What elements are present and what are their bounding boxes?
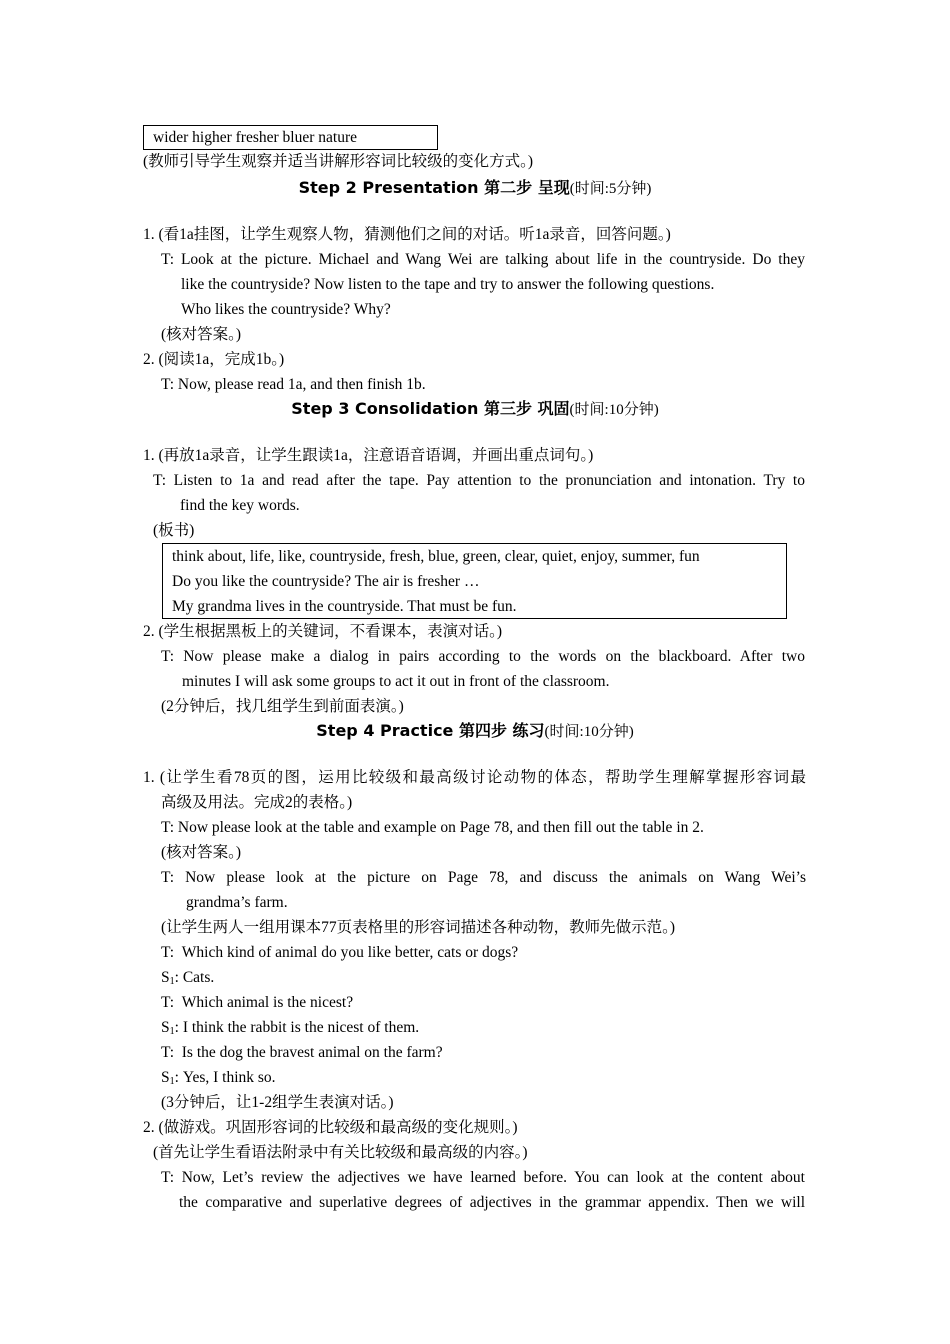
dialog-line	[161, 993, 353, 1013]
dialog-text: I think the rabbit is the nicest of them.	[182, 1019, 420, 1036]
vocabulary-words: wider higher fresher bluer nature	[153, 129, 357, 146]
dialog-line	[161, 943, 518, 963]
step4-check-note: (核对答案。)	[161, 844, 242, 861]
step2-teacher-line3: Who likes the countryside? Why?	[181, 301, 391, 318]
step4-item2-note: (首先让学生看语法附录中有关比较级和最高级的内容。)	[153, 1144, 528, 1161]
step4-teacher-line3: grandma’s farm.	[186, 894, 288, 911]
step3-teacher-line1: T: Listen to 1a and read after the tape. Pay attention to the pronunciation and intonation. Try to	[153, 472, 805, 489]
blackboard-box	[162, 543, 787, 619]
dialog-text: Which kind of animal do you like better, cats or dogs?	[181, 944, 519, 961]
step2-heading	[0, 177, 950, 200]
blackboard-line3: My grandma lives in the countryside. That must be fun.	[172, 598, 517, 615]
step4-time: (时间:10分钟)	[544, 724, 634, 740]
step4-after-note: (3分钟后，让1-2组学生表演对话。)	[161, 1094, 394, 1111]
dialog-line	[161, 1043, 443, 1063]
step4-item1-line1: 1. (让学生看78页的图，运用比较级和最高级讨论动物的体态，帮助学生理解掌握形容词最	[143, 769, 806, 786]
vocabulary-box	[143, 125, 438, 150]
dialog-text: Cats.	[182, 969, 215, 986]
blackboard-label: (板书)	[153, 522, 195, 539]
step3-after-note: (2分钟后，找几组学生到前面表演。)	[161, 698, 404, 715]
dialog-speaker: S	[161, 969, 170, 986]
step2-teacher-line2: like the countryside? Now listen to the tape and try to answer the following questions.	[181, 276, 715, 293]
step3-item2: 2. (学生根据黑板上的关键词，不看课本，表演对话。)	[143, 623, 503, 640]
dialog-speaker: T:	[161, 944, 175, 961]
step4-teacher-line1: T: Now please look at the table and example on Page 78, and then fill out the table in 2.	[161, 819, 704, 836]
teacher-note: (教师引导学生观察并适当讲解形容词比较级的变化方式。)	[143, 153, 534, 170]
step4-teacher-line4: T: Now, Let’s review the adjectives we have learned before. You can look at the content about	[161, 1169, 805, 1186]
step2-teacher-line1: T: Look at the picture. Michael and Wang Wei are talking about life in the countryside. Do they	[161, 251, 805, 268]
step3-heading	[0, 398, 950, 421]
step2-teacher-line4: T: Now, please read 1a, and then finish 1b.	[161, 376, 426, 393]
blackboard-line1: think about, life, like, countryside, fresh, blue, green, clear, quiet, enjoy, summer, fun	[172, 548, 700, 565]
dialog-text: Yes, I think so.	[182, 1069, 276, 1086]
step2-time: (时间:5分钟)	[569, 181, 652, 197]
dialog-text: Is the dog the bravest animal on the farm?	[181, 1044, 443, 1061]
step3-teacher-line3: T: Now please make a dialog in pairs according to the words on the blackboard. After two	[161, 648, 805, 665]
step4-teacher-line2: T: Now please look at the picture on Page 78, and discuss the animals on Wang Wei’s	[161, 869, 806, 886]
step2-title: Step 2 Presentation 第二步 呈现	[298, 178, 570, 197]
dialog-line: $S_1$: Cats.	[161, 969, 215, 987]
dialog-speaker: S	[161, 1019, 170, 1036]
step3-item1: 1. (再放1a录音，让学生跟读1a，注意语音语调，并画出重点词句。)	[143, 447, 594, 464]
blackboard-line2: Do you like the countryside? The air is fresher …	[172, 573, 480, 590]
dialog-line: $S_1$: Yes, I think so.	[161, 1069, 276, 1087]
speaker-subscript: 1	[169, 976, 175, 987]
step4-heading	[0, 720, 950, 743]
step4-item1-line2: 高级及用法。完成2的表格。)	[161, 794, 353, 811]
speaker-subscript: 1	[169, 1076, 175, 1087]
step4-item2: 2. (做游戏。巩固形容词的比较级和最高级的变化规则。)	[143, 1119, 518, 1136]
step4-teacher-line5: the comparative and superlative degrees of adjectives in the grammar appendix. Then we will	[179, 1194, 805, 1211]
step2-item2: 2. (阅读1a，完成1b。)	[143, 351, 285, 368]
dialog-speaker: S	[161, 1069, 170, 1086]
dialog-speaker: T:	[161, 994, 175, 1011]
dialog-line: $S_1$: I think the rabbit is the nicest of them.	[161, 1019, 420, 1037]
step3-time: (时间:10分钟)	[569, 402, 659, 418]
step4-title: Step 4 Practice 第四步 练习	[316, 721, 545, 740]
step2-check-note: (核对答案。)	[161, 326, 242, 343]
step2-item1: 1. (看1a挂图，让学生观察人物，猜测他们之间的对话。听1a录音，回答问题。)	[143, 226, 671, 243]
dialog-text: Which animal is the nicest?	[181, 994, 354, 1011]
dialog-speaker: T:	[161, 1044, 175, 1061]
step3-title: Step 3 Consolidation 第三步 巩固	[291, 399, 570, 418]
step3-teacher-line2: find the key words.	[180, 497, 300, 514]
step4-pair-note: (让学生两人一组用课本77页表格里的形容词描述各种动物，教师先做示范。)	[161, 919, 676, 936]
speaker-subscript: 1	[169, 1026, 175, 1037]
step3-teacher-line4: minutes I will ask some groups to act it out in front of the classroom.	[182, 673, 610, 690]
